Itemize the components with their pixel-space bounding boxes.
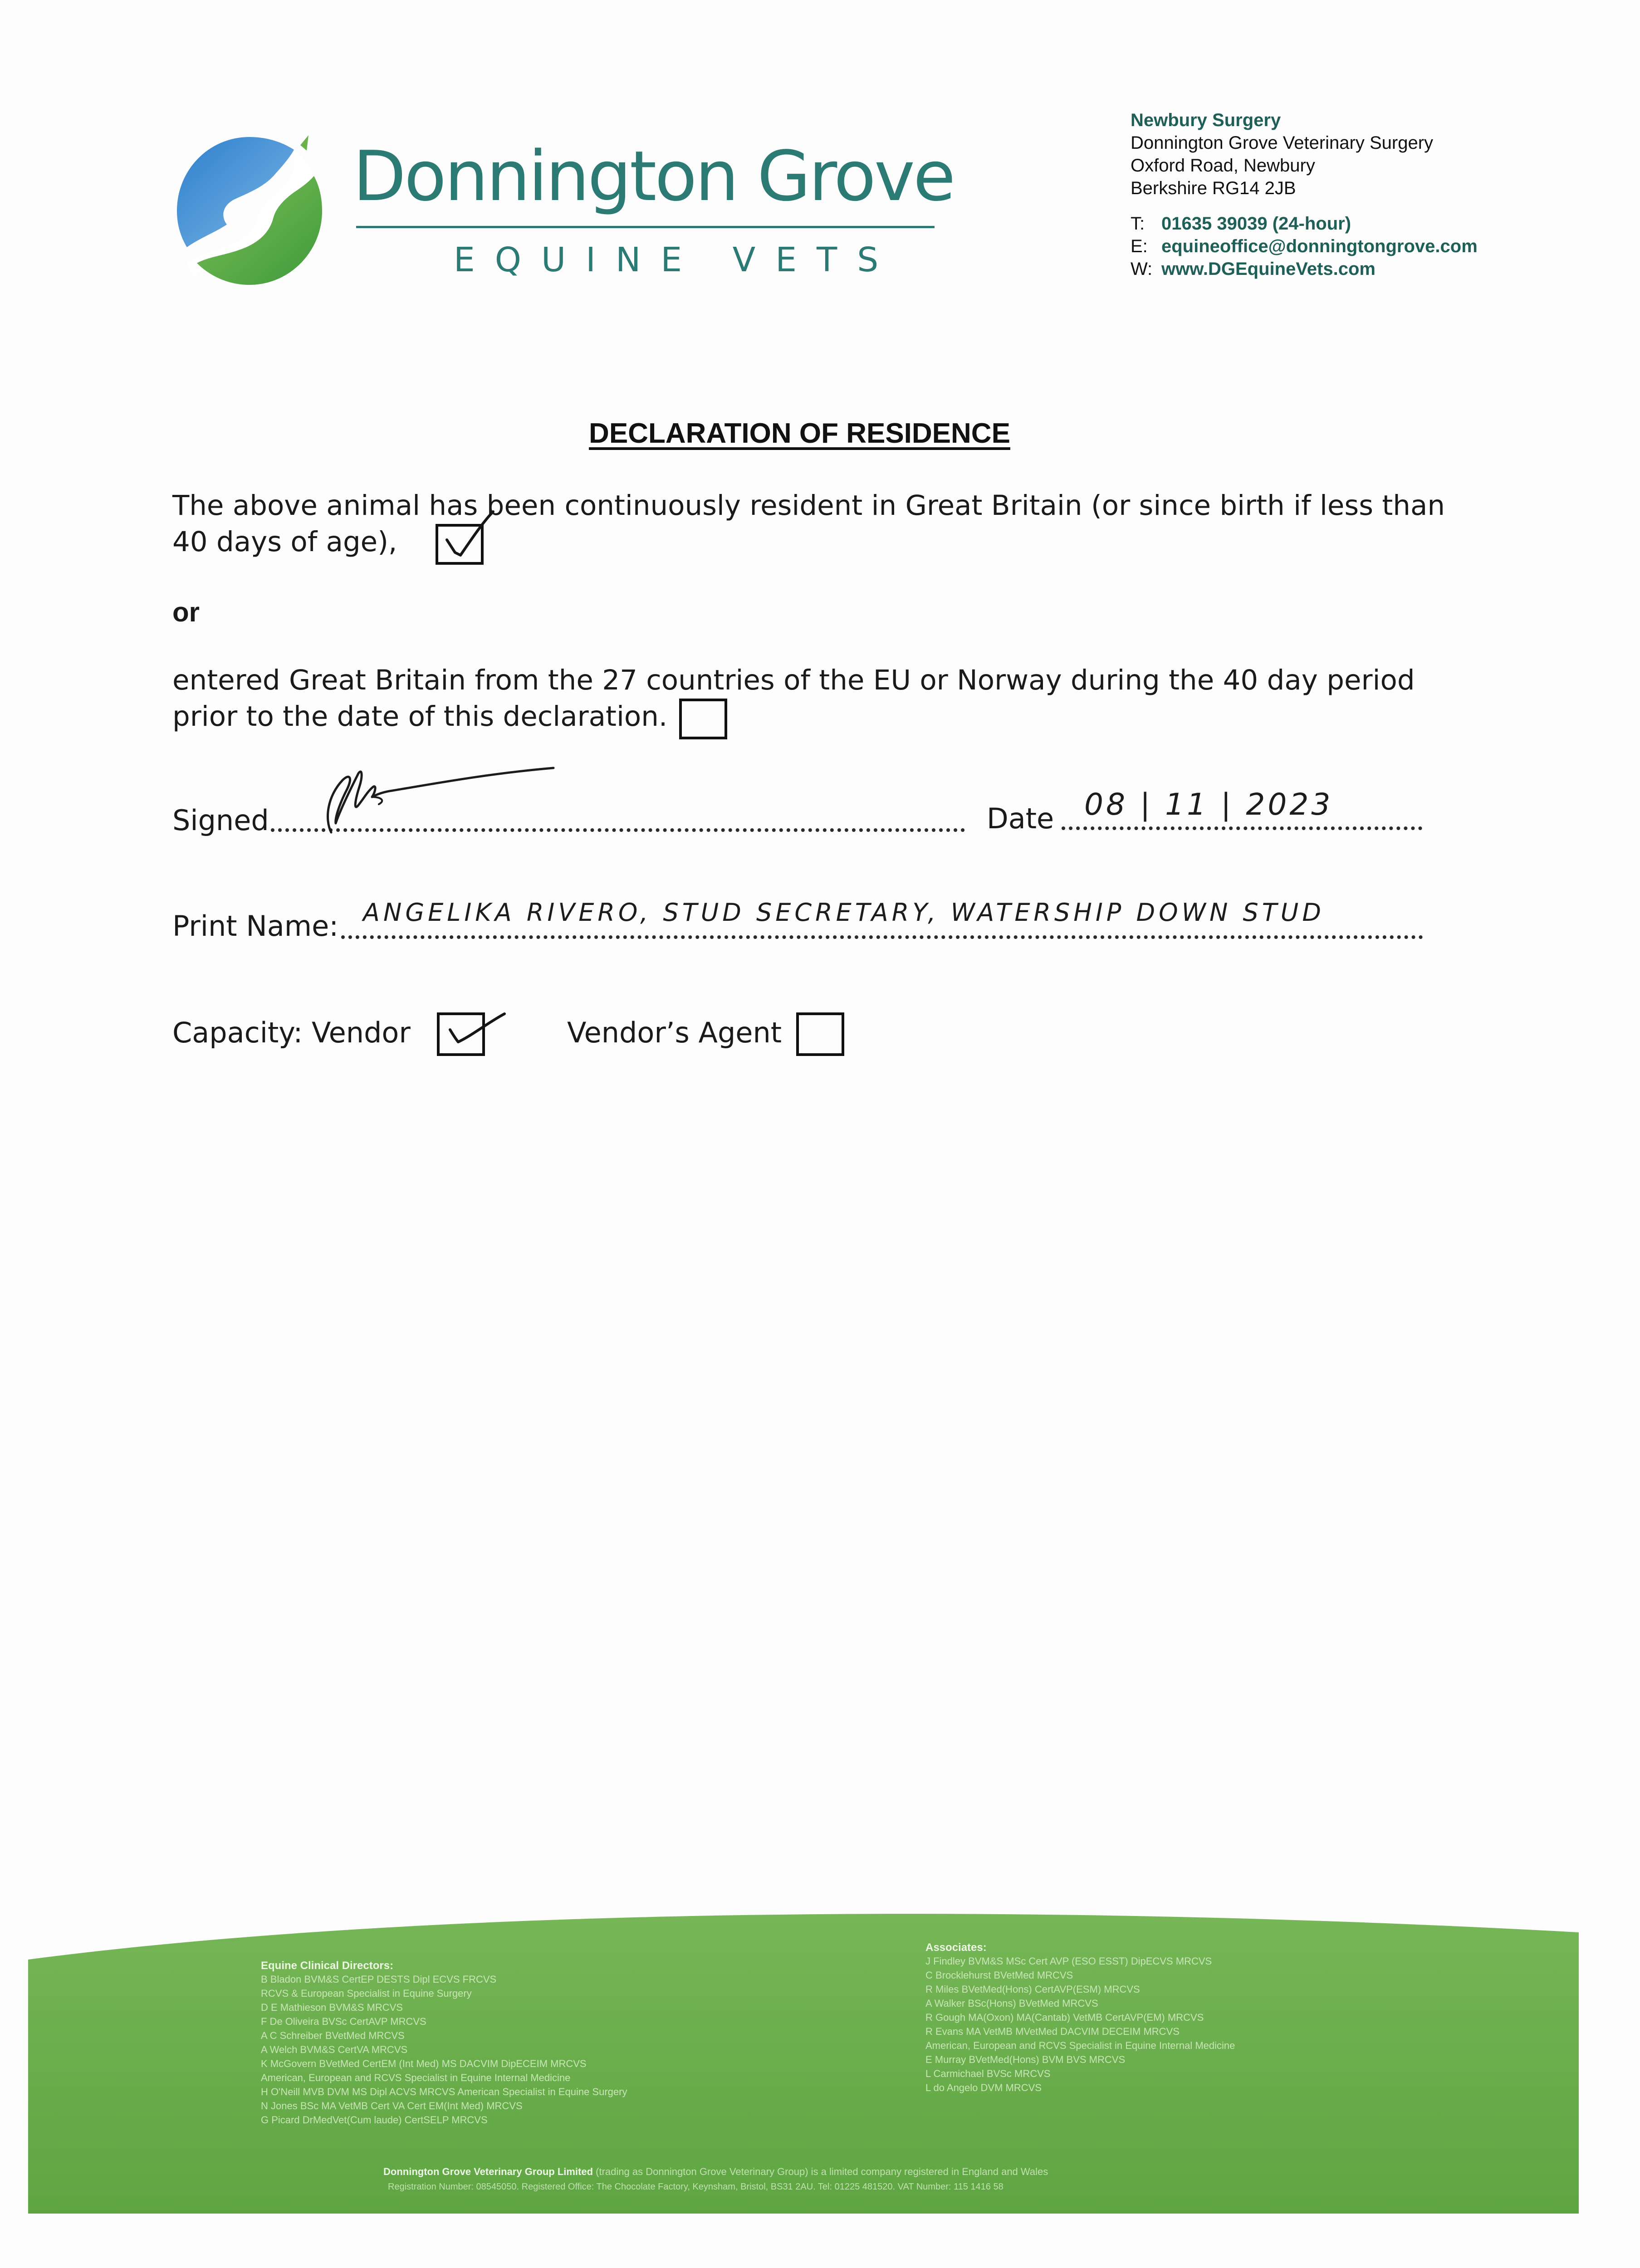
associate-entry: R Miles BVetMed(Hons) CertAVP(ESM) MRCVS	[925, 1984, 1140, 1995]
statement-line: prior to the date of this declaration.	[172, 700, 668, 733]
entered-gb-checkbox[interactable]	[679, 699, 727, 739]
residence-statement	[172, 488, 1445, 560]
associates-heading: Associates:	[925, 1941, 987, 1954]
associate-entry: R Gough MA(Oxon) MA(Cantab) VetMB CertAVP(EM) MRCVS	[925, 2012, 1204, 2023]
associate-entry: J Findley BVM&S MSc Cert AVP (ESO ESST) DipECVS MRCVS	[925, 1955, 1212, 1967]
date-label: Date	[987, 802, 1054, 835]
brand-divider	[356, 226, 935, 228]
company-statement	[383, 2166, 1048, 2178]
website: www.DGEquineVets.com	[1161, 259, 1376, 279]
clinical-directors	[261, 1960, 627, 2127]
associate-entry: L do Angelo DVM MRCVS	[925, 2082, 1042, 2093]
associates	[925, 1941, 1235, 2095]
phone-label: T:	[1131, 214, 1145, 234]
associate-entry: A Walker BSc(Hons) BVetMed MRCVS	[925, 1998, 1098, 2009]
company-name: Donnington Grove Veterinary Group Limited	[383, 2166, 593, 2177]
director-entry: G Picard DrMedVet(Cum laude) CertSELP MRCVS	[261, 2114, 488, 2126]
print-name-line	[341, 935, 1423, 939]
or-separator: or	[172, 597, 200, 627]
associate-entry: American, European and RCVS Specialist in Equine Internal Medicine	[925, 2040, 1235, 2051]
check-mark-icon	[442, 508, 497, 562]
footer-banner	[0, 1882, 1640, 2268]
entry-statement	[172, 662, 1415, 735]
phone-number: 01635 39039 (24-hour)	[1161, 214, 1351, 234]
date-line	[1062, 826, 1422, 830]
capacity-vendor-label: Capacity: Vendor	[172, 1016, 411, 1049]
address-line: Berkshire RG14 2JB	[1131, 178, 1296, 198]
statement-line: entered Great Britain from the 27 countries of the EU or Norway during the 40 day period	[172, 664, 1415, 696]
associate-entry: L Carmichael BVSc MRCVS	[925, 2068, 1051, 2079]
handwritten-signature	[299, 755, 563, 846]
associate-entry: C Brocklehurst BVetMed MRCVS	[925, 1970, 1073, 1981]
email-address: equineoffice@donningtongrove.com	[1161, 236, 1478, 256]
associate-entry: R Evans MA VetMB MVetMed DACVIM DECEIM MRCVS	[925, 2026, 1180, 2037]
director-entry: A C Schreiber BVetMed MRCVS	[261, 2030, 405, 2041]
director-entry: H O'Neill MVB DVM MS Dipl ACVS MRCVS American Specialist in Equine Surgery	[261, 2086, 627, 2097]
signed-label: Signed	[172, 804, 269, 837]
statement-line: 40 days of age),	[172, 526, 397, 558]
email-label: E:	[1131, 236, 1148, 256]
address-line: Donnington Grove Veterinary Surgery	[1131, 133, 1434, 153]
statement-line: The above animal has been continuously resident in Great Britain (or since birth if less than	[172, 489, 1445, 522]
document-title: DECLARATION OF RESIDENCE	[589, 418, 1010, 449]
brand-tagline: EQUINE VETS	[454, 240, 899, 279]
date-handwritten: 08 | 11 | 2023	[1084, 787, 1333, 822]
print-name-label: Print Name:	[172, 909, 339, 943]
surgery-name: Newbury Surgery	[1131, 110, 1281, 130]
company-registration: Registration Number: 08545050. Registered Office: The Chocolate Factory, Keynsham, Bristol, BS31 2AU. Tel: 01225 481520. VAT Number: 115 1416 58	[388, 2182, 1004, 2192]
print-name-handwritten: ANGELIKA RIVERO, STUD SECRETARY, WATERSHIP DOWN STUD	[363, 898, 1325, 927]
director-entry: RCVS & European Specialist in Equine Surgery	[261, 1988, 472, 1999]
director-entry: N Jones BSc MA VetMB Cert VA Cert EM(Int Med) MRCVS	[261, 2100, 523, 2112]
director-entry: American, European and RCVS Specialist in Equine Internal Medicine	[261, 2072, 571, 2083]
associate-entry: E Murray BVetMed(Hons) BVM BVS MRCVS	[925, 2054, 1126, 2065]
contact-details	[1131, 212, 1478, 280]
logo-emblem	[172, 132, 327, 290]
check-mark-icon	[445, 1009, 508, 1055]
address-line: Oxford Road, Newbury	[1131, 156, 1315, 176]
director-entry: F De Oliveira BVSc CertAVP MRCVS	[261, 2016, 426, 2027]
vendors-agent-checkbox[interactable]	[796, 1012, 844, 1056]
company-description: (trading as Donnington Grove Veterinary Group) is a limited company registered in England and Wales	[596, 2166, 1048, 2177]
directors-heading: Equine Clinical Directors:	[261, 1960, 394, 1972]
director-entry: D E Mathieson BVM&S MRCVS	[261, 2002, 403, 2013]
surgery-address	[1131, 109, 1433, 200]
director-entry: A Welch BVM&S CertVA MRCVS	[261, 2044, 408, 2055]
web-label: W:	[1131, 259, 1153, 279]
director-entry: K McGovern BVetMed CertEM (Int Med) MS DACVIM DipECEIM MRCVS	[261, 2058, 587, 2069]
brand-name: Donnington Grove	[353, 136, 954, 216]
vendors-agent-label: Vendor’s Agent	[567, 1016, 782, 1049]
director-entry: B Bladon BVM&S CertEP DESTS Dipl ECVS FRCVS	[261, 1974, 497, 1985]
